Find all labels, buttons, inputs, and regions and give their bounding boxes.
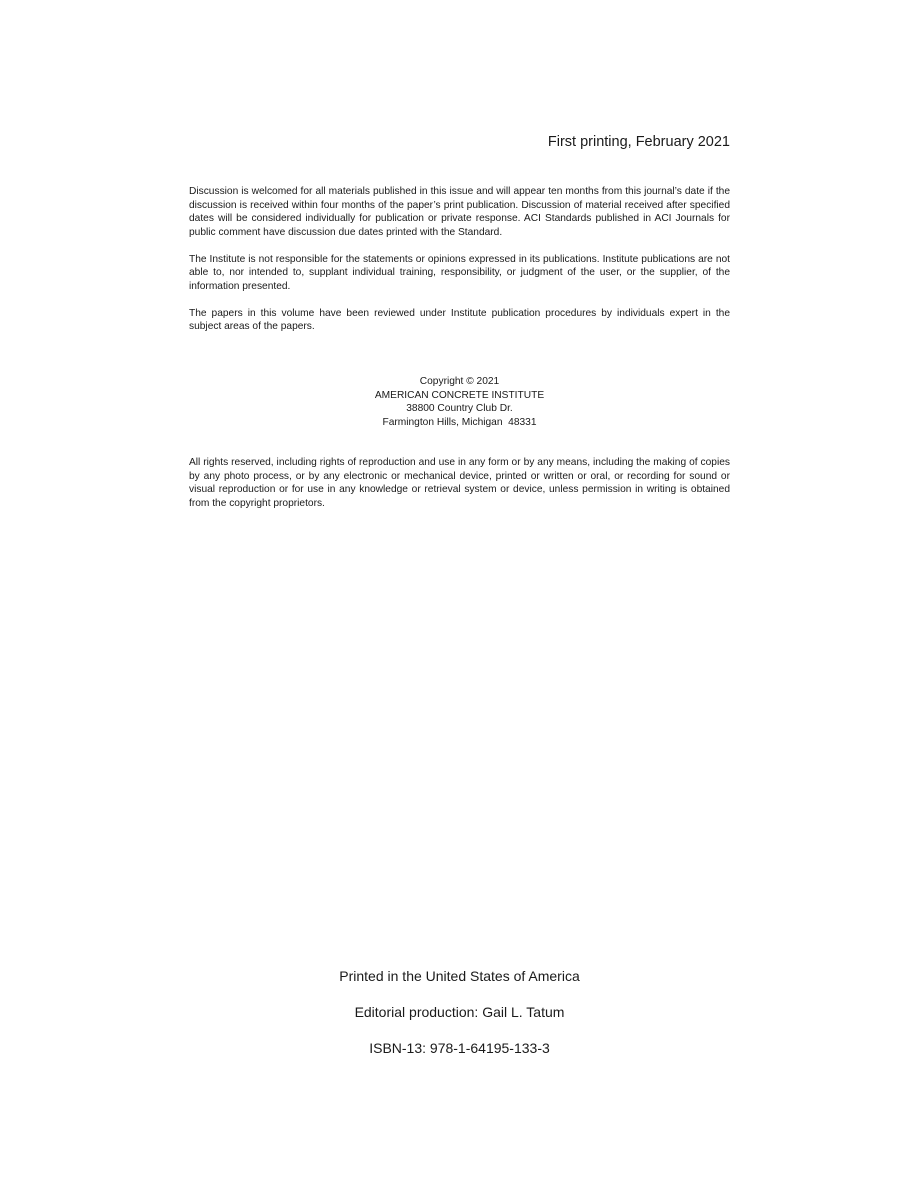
disclaimer-paragraph: The Institute is not responsible for the statements or opinions expressed in its publications. Institute publications are not able to, nor intended to, supplant individual training, responsibility, or judgment of the user, or the supplier, of the information presented.: [189, 253, 730, 292]
publisher-street: 38800 Country Club Dr.: [406, 403, 513, 414]
editorial-line: Editorial production: Gail L. Tatum: [354, 1004, 565, 1020]
rights-paragraph: All rights reserved, including rights of reproduction and use in any form or by any means, including the making of copies by any photo process, or by any electronic or mechanical device, printed or written or oral, or recording for sound or visual reproduction or for use in any knowledge or retrieval system or device, unless permission in writing is obtained from the copyright proprietors.: [189, 457, 730, 509]
copyright-block: [189, 375, 730, 429]
rights-block: [189, 456, 730, 510]
review-paragraph: The papers in this volume have been reviewed under Institute publication procedures by individuals expert in the subject areas of the papers.: [189, 307, 730, 332]
publisher-city: Farmington Hills, Michigan 48331: [382, 416, 537, 428]
printing-statement: First printing, February 2021: [547, 134, 730, 150]
printed-in-line: Printed in the United States of America: [339, 968, 580, 984]
isbn-line: ISBN-13: 978-1-64195-133-3: [369, 1040, 550, 1056]
discussion-paragraph: Discussion is welcomed for all materials published in this issue and will appear ten months from this journal’s date if the discussion is received within four months of the paper’s print publication. Discussion of material received after specified dates will be considered individually for publication or private response. ACI Standards published in ACI Journals for public comment have discussion due dates printed with the Standard.: [189, 186, 730, 238]
publisher-name: AMERICAN CONCRETE INSTITUTE: [374, 389, 545, 401]
publication-notes: [189, 185, 730, 334]
copyright-line: Copyright © 2021: [419, 376, 500, 387]
